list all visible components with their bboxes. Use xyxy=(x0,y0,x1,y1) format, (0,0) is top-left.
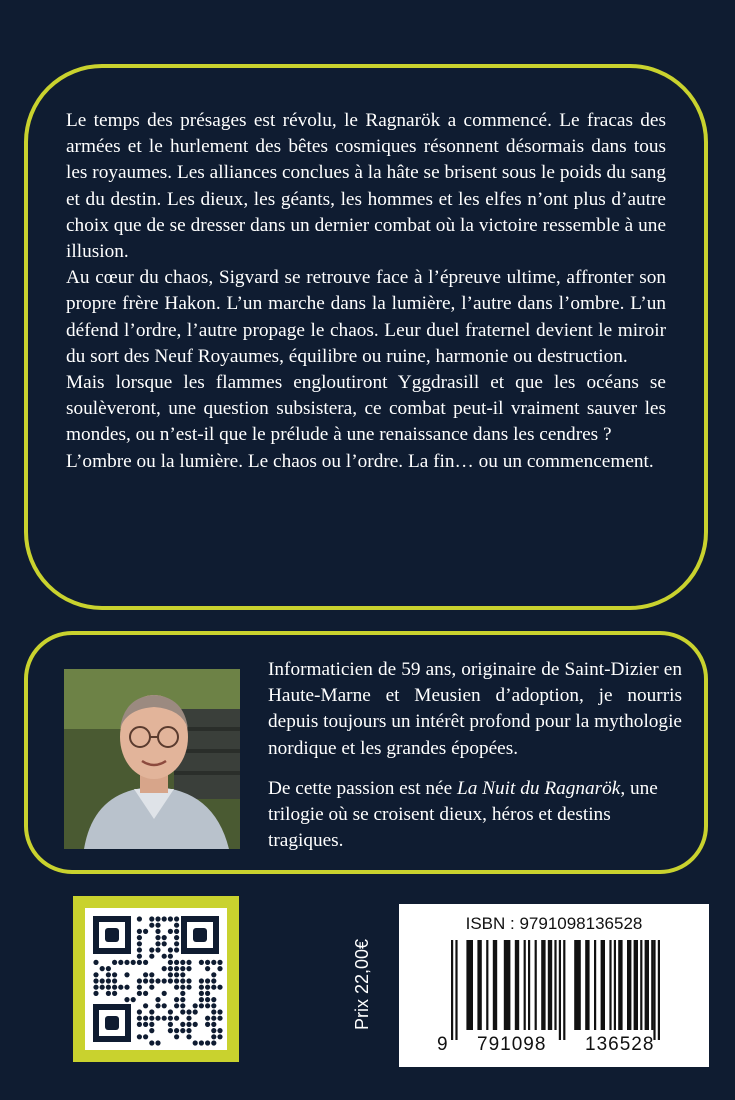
qr-dot xyxy=(205,978,210,983)
qr-dot xyxy=(162,991,167,996)
author-passion-prefix: De cette passion est née xyxy=(268,777,457,799)
qr-dot xyxy=(162,954,167,959)
qr-dot xyxy=(162,978,167,983)
qr-dot xyxy=(162,941,167,946)
barcode-digit-first: 9 xyxy=(437,1034,449,1055)
isbn-label: ISBN : 9791098136528 xyxy=(465,914,643,933)
qr-dot xyxy=(155,941,160,946)
qr-dot xyxy=(143,978,148,983)
qr-dot xyxy=(143,1022,148,1027)
qr-dot xyxy=(174,947,179,952)
qr-dot xyxy=(180,991,185,996)
qr-dot xyxy=(137,960,142,965)
qr-dot xyxy=(174,997,179,1002)
qr-dot xyxy=(168,960,173,965)
synopsis-box xyxy=(24,64,708,610)
qr-dot xyxy=(186,978,191,983)
qr-dot xyxy=(186,1009,191,1014)
barcode-bar xyxy=(535,940,537,1030)
qr-dot xyxy=(180,1022,185,1027)
qr-dot xyxy=(211,1009,216,1014)
qr-dot xyxy=(211,1003,216,1008)
qr-dot xyxy=(155,978,160,983)
qr-dot xyxy=(205,991,210,996)
qr-dot xyxy=(211,960,216,965)
qr-dot xyxy=(155,1016,160,1021)
qr-dot xyxy=(180,972,185,977)
qr-dot xyxy=(149,972,154,977)
barcode-bar xyxy=(559,940,561,1040)
qr-dot xyxy=(180,1028,185,1033)
qr-dot xyxy=(168,966,173,971)
qr-dot xyxy=(199,997,204,1002)
qr-dot xyxy=(100,966,105,971)
qr-dot xyxy=(162,935,167,940)
qr-dot xyxy=(149,1009,154,1014)
qr-dot xyxy=(186,985,191,990)
barcode-bar xyxy=(528,940,530,1030)
qr-dot xyxy=(100,985,105,990)
qr-dot xyxy=(199,1040,204,1045)
qr-dot xyxy=(211,1022,216,1027)
qr-dot xyxy=(93,991,98,996)
qr-dot xyxy=(168,972,173,977)
barcode-bar xyxy=(515,940,519,1030)
qr-dot xyxy=(112,960,117,965)
barcode-bar xyxy=(658,940,660,1040)
qr-dot xyxy=(162,966,167,971)
qr-dot xyxy=(137,929,142,934)
qr-dot xyxy=(137,1009,142,1014)
qr-dot xyxy=(149,978,154,983)
qr-dot xyxy=(199,991,204,996)
qr-dot xyxy=(211,997,216,1002)
qr-dot xyxy=(137,1022,142,1027)
qr-dot xyxy=(174,966,179,971)
author-photo xyxy=(64,669,240,849)
qr-dot xyxy=(217,1009,222,1014)
qr-dot xyxy=(149,1022,154,1027)
qr-code-pattern xyxy=(85,908,227,1050)
qr-dot xyxy=(211,1034,216,1039)
qr-dot xyxy=(217,1016,222,1021)
qr-dot xyxy=(100,978,105,983)
qr-dot xyxy=(137,1034,142,1039)
barcode-digit-group-2: 136528 xyxy=(585,1034,655,1055)
qr-dot xyxy=(199,1003,204,1008)
qr-dot xyxy=(168,916,173,921)
author-passion-suffix: , une trilogie où se croisent dieux, héros et destins tragiques. xyxy=(268,777,658,852)
barcode-bar xyxy=(477,940,481,1030)
qr-dot xyxy=(180,997,185,1002)
barcode-bar xyxy=(466,940,473,1030)
barcode-bar xyxy=(601,940,605,1030)
qr-dot xyxy=(174,929,179,934)
qr-dot xyxy=(211,978,216,983)
qr-dot xyxy=(155,1040,160,1045)
qr-dot xyxy=(193,1022,198,1027)
price-label: Prix 22,00€ xyxy=(352,938,372,1030)
qr-dot xyxy=(149,1040,154,1045)
author-passion xyxy=(268,776,682,855)
qr-dot xyxy=(193,1003,198,1008)
qr-dot xyxy=(124,960,129,965)
qr-dot xyxy=(137,935,142,940)
qr-dot xyxy=(217,1034,222,1039)
author-text xyxy=(268,657,682,868)
qr-dot xyxy=(174,1016,179,1021)
author-box xyxy=(24,631,708,874)
qr-dot xyxy=(217,966,222,971)
barcode-bar xyxy=(653,940,655,1040)
qr-dot xyxy=(205,1022,210,1027)
qr-dot xyxy=(137,941,142,946)
qr-code xyxy=(85,908,227,1050)
qr-dot xyxy=(124,985,129,990)
qr-dot xyxy=(112,978,117,983)
qr-dot xyxy=(174,960,179,965)
qr-dot xyxy=(137,916,142,921)
qr-dot xyxy=(199,960,204,965)
qr-dot xyxy=(217,985,222,990)
qr-dot xyxy=(112,985,117,990)
qr-dot xyxy=(93,972,98,977)
qr-dot xyxy=(186,960,191,965)
qr-dot xyxy=(205,1040,210,1045)
qr-dot xyxy=(193,1040,198,1045)
qr-dot xyxy=(168,1028,173,1033)
barcode-bar xyxy=(548,940,552,1030)
qr-dot xyxy=(106,978,111,983)
qr-dot xyxy=(124,972,129,977)
qr-dot xyxy=(174,916,179,921)
qr-dot xyxy=(168,929,173,934)
qr-dot xyxy=(149,947,154,952)
qr-dot xyxy=(174,923,179,928)
barcode-bar xyxy=(651,940,653,1030)
qr-dot xyxy=(174,935,179,940)
qr-dot xyxy=(174,972,179,977)
barcode-bar xyxy=(451,940,453,1040)
qr-dot xyxy=(155,916,160,921)
qr-dot xyxy=(143,1003,148,1008)
barcode-bar xyxy=(585,940,589,1030)
qr-dot xyxy=(168,1022,173,1027)
qr-dot xyxy=(211,1040,216,1045)
barcode-bar xyxy=(645,940,649,1030)
qr-dot xyxy=(137,954,142,959)
qr-dot xyxy=(211,1016,216,1021)
qr-dot xyxy=(180,1009,185,1014)
qr-dot xyxy=(106,972,111,977)
qr-dot xyxy=(205,985,210,990)
qr-dot xyxy=(143,1016,148,1021)
qr-dot xyxy=(143,960,148,965)
qr-dot xyxy=(155,1003,160,1008)
barcode-bar xyxy=(541,940,545,1030)
qr-dot xyxy=(149,1016,154,1021)
qr-dot xyxy=(199,978,204,983)
qr-dot xyxy=(211,1028,216,1033)
qr-dot xyxy=(143,929,148,934)
barcode-bar xyxy=(634,940,638,1030)
qr-dot xyxy=(205,960,210,965)
qr-dot xyxy=(168,947,173,952)
qr-dot xyxy=(174,1003,179,1008)
barcode-bar xyxy=(640,940,642,1030)
synopsis-paragraph-2: Au cœur du chaos, Sigvard se retrouve face à l’épreuve ultime, affronter son propre frère Hakon. L’un marche dans la lumière, l’autre dans l’ombre. L’un défend l’ordre, l’autre propage le chaos. Leur duel fraternel devient le miroir du sort des Neuf Royaumes, équilibre ou ruine, harmonie ou destruction. xyxy=(66,267,666,367)
barcode-bar xyxy=(524,940,526,1030)
qr-dot xyxy=(162,1016,167,1021)
qr-dot xyxy=(174,1028,179,1033)
qr-dot xyxy=(205,997,210,1002)
qr-dot xyxy=(211,972,216,977)
qr-dot xyxy=(155,947,160,952)
qr-dot xyxy=(93,985,98,990)
barcode-bar xyxy=(594,940,596,1030)
qr-dot xyxy=(168,1009,173,1014)
qr-dot xyxy=(205,1003,210,1008)
barcode-bar xyxy=(627,940,631,1030)
qr-dot xyxy=(155,997,160,1002)
author-bio: Informaticien de 59 ans, originaire de Saint-Dizier en Haute-Marne et Meusien d’adoption, je nourris depuis toujours un intérêt profond pour la mythologie nordique et les grandes épopées. xyxy=(268,659,682,759)
qr-dot xyxy=(186,1016,191,1021)
qr-dot xyxy=(162,916,167,921)
qr-dot xyxy=(137,985,142,990)
qr-dot xyxy=(137,991,142,996)
qr-dot xyxy=(143,972,148,977)
barcode-bar xyxy=(554,940,556,1030)
qr-dot xyxy=(143,991,148,996)
qr-dot xyxy=(149,985,154,990)
qr-dot xyxy=(112,991,117,996)
synopsis-paragraph-4: L’ombre ou la lumière. Le chaos ou l’ordre. La fin… ou un commencement. xyxy=(66,450,654,472)
qr-dot xyxy=(143,1034,148,1039)
barcode-bar xyxy=(493,940,497,1030)
synopsis-paragraph-1: Le temps des présages est révolu, le Ragnarök a commencé. Le fracas des armées et le hurlement des bêtes cosmiques résonnent désormais dans tous les royaumes. Les alliances conclues à la hâte se brisent sous le poids du sang et du destin. Les dieux, les géants, les hommes et les elfes n’ont plus d’autre choix que de se dresser dans un dernier combat où la victoire ressemble à une illusion. xyxy=(66,110,666,263)
qr-dot xyxy=(174,1034,179,1039)
qr-dot xyxy=(180,1003,185,1008)
qr-dot xyxy=(118,960,123,965)
qr-dot xyxy=(186,1022,191,1027)
barcode-bar xyxy=(563,940,565,1040)
qr-dot xyxy=(149,1028,154,1033)
qr-dot xyxy=(217,960,222,965)
qr-dot xyxy=(186,966,191,971)
qr-dot xyxy=(131,960,136,965)
qr-dot xyxy=(217,1028,222,1033)
barcode-box xyxy=(399,904,709,1067)
barcode-bar xyxy=(455,940,457,1040)
qr-dot xyxy=(186,1034,191,1039)
qr-dot xyxy=(168,954,173,959)
qr-dot xyxy=(180,966,185,971)
qr-dot xyxy=(168,978,173,983)
qr-code-frame xyxy=(73,896,239,1062)
qr-dot xyxy=(124,997,129,1002)
qr-dot xyxy=(211,985,216,990)
qr-dot xyxy=(93,960,98,965)
author-portrait-image xyxy=(64,669,240,849)
synopsis-paragraph-3: Mais lorsque les flammes engloutiront Yggdrasill et que les océans se soulèveront, une question subsistera, ce combat peut-il vraiment sauver les mondes, ou n’est-il que le prélude à une renaissance dans les cendres ? xyxy=(66,372,666,446)
qr-dot xyxy=(162,1003,167,1008)
qr-dot xyxy=(186,1028,191,1033)
book-title: La Nuit du Ragnarök xyxy=(457,777,621,799)
barcode-digit-group-1: 791098 xyxy=(477,1034,547,1055)
qr-dot xyxy=(155,923,160,928)
qr-dot xyxy=(131,997,136,1002)
qr-dot xyxy=(174,978,179,983)
qr-dot xyxy=(180,978,185,983)
qr-dot xyxy=(205,1016,210,1021)
qr-dot xyxy=(112,972,117,977)
qr-dot xyxy=(180,960,185,965)
qr-dot xyxy=(155,935,160,940)
barcode-bar xyxy=(504,940,511,1030)
qr-dot xyxy=(93,978,98,983)
qr-dot xyxy=(106,991,111,996)
qr-dot xyxy=(149,954,154,959)
qr-dot xyxy=(149,923,154,928)
barcode-bar xyxy=(618,940,622,1030)
barcode-bar xyxy=(609,940,611,1030)
qr-dot xyxy=(174,985,179,990)
qr-dot xyxy=(205,966,210,971)
barcode-bar xyxy=(486,940,488,1030)
qr-dot xyxy=(199,985,204,990)
qr-dot xyxy=(137,1016,142,1021)
qr-dot xyxy=(106,966,111,971)
qr-dot xyxy=(180,985,185,990)
barcode-bar xyxy=(574,940,581,1030)
qr-dot xyxy=(168,1016,173,1021)
qr-dot xyxy=(137,978,142,983)
qr-dot xyxy=(106,985,111,990)
qr-dot xyxy=(155,929,160,934)
qr-dot xyxy=(137,947,142,952)
qr-dot xyxy=(174,941,179,946)
barcode-bar xyxy=(614,940,616,1030)
qr-dot xyxy=(149,916,154,921)
qr-dot xyxy=(118,985,123,990)
qr-dot xyxy=(193,1009,198,1014)
